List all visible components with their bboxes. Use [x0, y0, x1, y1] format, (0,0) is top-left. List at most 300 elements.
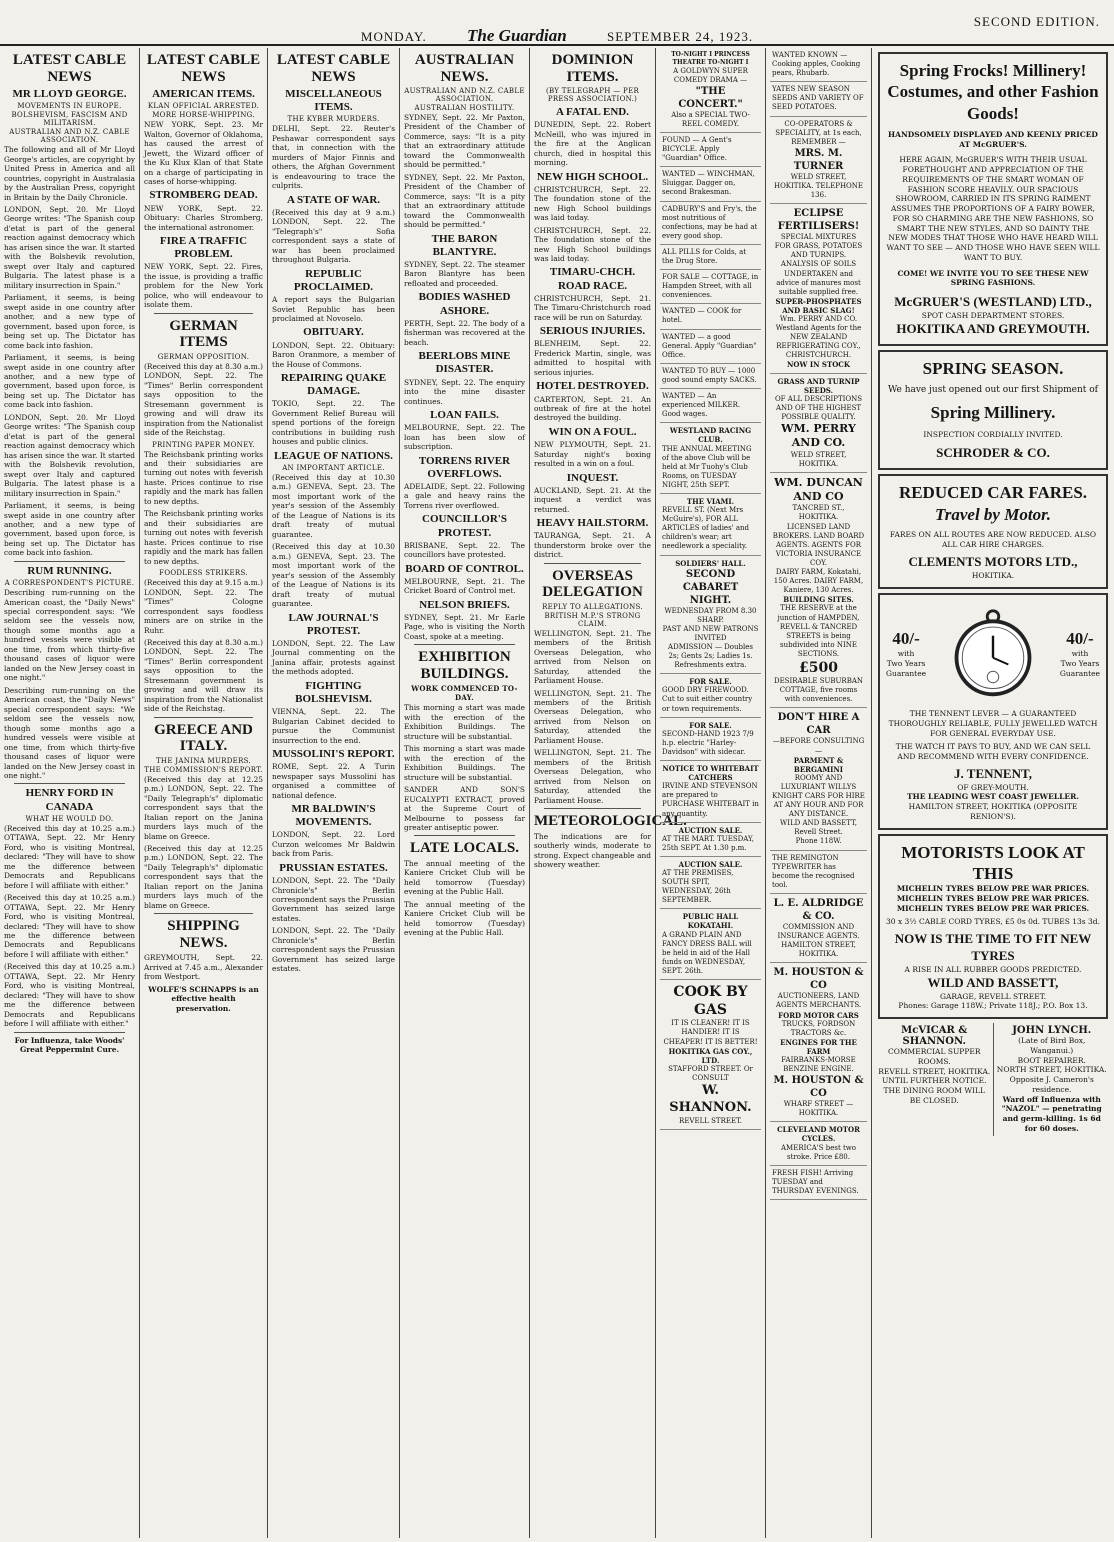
col3-para: LONDON, Sept. 22. Lord Curzon welcomes Mr Baldwin back from Paris. [272, 830, 395, 859]
col5-para: WELLINGTON, Sept. 21. The members of the British Overseas Delegation, who arrived from Nelson on Saturday, attended the Parliament House. [534, 688, 651, 745]
advert-body: GARAGE, REVELL STREET. [939, 991, 1047, 1001]
classified: THE REMINGTON TYPEWRITER has become the recognised tool. [770, 851, 867, 894]
notice-title: FOR SALE. [689, 720, 732, 730]
advert-body: We have just opened out our first Shipment of [887, 384, 1099, 395]
gas-headline: COOK BY GAS [673, 984, 748, 1019]
col3-heading-mussolini: MUSSOLINI'S REPORT. [272, 748, 395, 760]
col5-heading-hail: HEAVY HAILSTORM. [536, 517, 649, 530]
col5-para: WELLINGTON, Sept. 21. The members of the British Overseas Delegation, who arrived from Nelson on Saturday, attended the Parliament House. [534, 628, 651, 686]
advert-body: INSPECTION CORDIALLY INVITED. [923, 429, 1063, 439]
advert-body: FARES ON ALL ROUTES ARE NOW REDUCED. ALSO ALL CAR HIRE CHARGES. [889, 529, 1097, 549]
notice-title: AUCTION SALE. [678, 859, 743, 869]
col1-heading-rum: RUM RUNNING. [27, 564, 112, 577]
col1-advert: For Influenza, take Woods' Great Peppermint Cure. [14, 1035, 125, 1055]
notice-title: WM. DUNCAN AND CO [774, 475, 863, 504]
classified: FOR SALE — COTTAGE, in Hampden Street, with all conveniences. [660, 270, 761, 304]
col4-para: BRISBANE, Sept. 22. The councillors have protested. [404, 540, 525, 560]
col2-advert: WOLFE'S SCHNAPPS is an effective health preservation. [148, 984, 259, 1013]
col4-para: The annual meeting of the Kaniere Cricket Club will be held tomorrow (Tuesday) evening at the Public Hall. [404, 899, 525, 938]
col5-heading-inquest: INQUEST. [566, 471, 619, 484]
price-label: Guarantee [886, 668, 927, 678]
col4-heading-exhibition: EXHIBITION BUILDINGS. [418, 649, 511, 682]
col3-kicker: AN IMPORTANT ARTICLE. [282, 463, 385, 472]
col3-para: VIENNA, Sept. 22. The Bulgarian Cabinet decided to pursue the Communist insurrection to the end. [272, 707, 395, 745]
col3-para: (Received this day at 10.30 a.m.) GENEVA, Sept. 23. The most important work of the year's session of the Assembly of the League of Nations is its draft treaty of mutual guarantee. [272, 472, 395, 539]
notice-body: AT THE MART. TUESDAY, 25th SEPT. At 1.30 p.m. [662, 834, 754, 852]
schroder-advert [878, 350, 1108, 471]
col5-para: CHRISTCHURCH, Sept. 22. The foundation stone of the new High School buildings was laid today. [534, 225, 651, 263]
col5-para: NEW PLYMOUTH, Sept. 21. Saturday night's boxing resulted in a win on a foul. [534, 440, 651, 469]
col2-para: The Reichsbank printing works and their subsidiaries are turning out notes with feverish haste. Prices continue to rise rapidly and the mark has fallen to new depths. [144, 509, 263, 566]
col1-para: (Received this day at 10.25 a.m.) OTTAWA, Sept. 22. Mr Henry Ford, who is visiting Montreal, declared: "They will have to show me the difference between Democrats and Republicans before I will affiliate with either." [4, 823, 135, 890]
col4-para: SYDNEY, Sept. 22. The steamer Baron Blantyre has been refloated and proceeded. [404, 260, 525, 288]
col2-para: NEW YORK, Sept. 23. Mr Walton, Governor of Oklahoma, has caused the arrest of Jewett, the Wizard officer of the Ku Klux Klan of that State on a charge of participating in cases of horse-whipping. [144, 120, 263, 186]
column-8-adverts [872, 48, 1114, 1538]
col4-para: This morning a start was made with the erection of the Exhibition Buildings. The structure will be substantial. [404, 703, 525, 741]
notice-body: SPECIAL MIXTURES FOR GRASS, POTATOES AND TURNIPS. [774, 233, 863, 260]
col5-para: BLENHEIM, Sept. 22. Frederick Martin, single, was admitted to hospital with serious injuries. [534, 339, 651, 377]
col4-heading-councillor: COUNCILLOR'S PROTEST. [422, 513, 507, 539]
col4-heading-mine: BEERLOBS MINE DISASTER. [418, 350, 511, 376]
price-label: Two Years [886, 658, 926, 668]
col1-para: The following and all of Mr Lloyd George's articles, are copyright by United Press in America and all countries, copyright in Australasia by the Australian Press, copyright in Britain by the Daily Chronicle. [4, 145, 135, 202]
notice-body: IRVINE AND STEVENSON are prepared to PURCHASE WHITEBAIT in any quantity. [662, 782, 759, 818]
col2-kicker: KLAN OFFICIAL ARRESTED. [147, 102, 260, 111]
divider [14, 1032, 125, 1033]
col1-para: LONDON, Sept. 20. Mr Lloyd George writes: "The Spanish coup d'etat is part of the general reaction against democracy which has arisen since the war. It started with the Bolshevik revolution, swept over Italy and captured Bulgaria. The latest phase is a military insurrection in Spain." [4, 412, 135, 498]
price-text: 40/- [892, 628, 920, 648]
advert-body: THE TENNENT LEVER — A GUARANTEED THOROUGHLY RELIABLE, FULLY JEWELLED WATCH FOR GENERAL EVERYDAY USE. [888, 709, 1098, 738]
col5-para: CHRISTCHURCH, Sept. 22. The foundation stone of the new High School buildings was laid today. [534, 184, 651, 223]
notice-body: DAIRY FARM, Kokatahi, 150 Acres. DAIRY FARM, Kaniere, 130 Acres. [773, 568, 864, 595]
col3-para: (Received this day at 10.30 a.m.) GENEVA, Sept. 23. The most important work of the year's session of the Assembly of the League of Nations is its draft treaty of mutual guarantee. [272, 542, 395, 609]
notice-body: WELD STREET, HOKITIKA. [790, 450, 847, 468]
divider [154, 913, 253, 914]
col2-para: (Received this day at 12.25 p.m.) LONDON, Sept. 22. The "Daily Telegraph's" diplomatic correspondent says that the Italian report on the Janina murders lays much of the blame on Greece. [144, 774, 263, 841]
col5-kicker: REPLY TO ALLEGATIONS. [542, 602, 643, 611]
notice-body: OF ALL DESCRIPTIONS AND OF THE HIGHEST POSSIBLE QUALITY. [774, 394, 863, 421]
tyres-advert [878, 834, 1108, 1019]
col2-kicker: MORE HORSE-WHIPPING. [152, 111, 255, 120]
col1-heading-ford: HENRY FORD IN CANADA [25, 787, 114, 813]
col4-heading-bodies: BODIES WASHED ASHORE. [418, 291, 511, 317]
notice-headline: BUILDING SITES. [783, 595, 854, 605]
col1-para: Parliament, it seems, is being swept aside in one country after another, and a new type of government, based upon force, is being set up. The Dictator has come back into fashion. [4, 501, 135, 558]
col3-para: LONDON, Sept. 22. The "Daily Chronicle's" Berlin correspondent says the Prussian Government has seized large estates. [272, 876, 395, 923]
masthead-paper-title: The Guardian [467, 26, 567, 45]
classified: YATES NEW SEASON SEEDS AND VARIETY OF SEED POTATOES. [770, 82, 867, 116]
notice-title: MRS. M. TURNER [793, 147, 844, 172]
advert-headline: MOTORISTS LOOK AT THIS [901, 842, 1085, 883]
notice-title: AUCTION SALE. [678, 825, 743, 835]
advert-headline: Travel by Motor. [935, 504, 1051, 524]
hall-notice [660, 909, 761, 980]
col2-kicker: THE JANINA MURDERS. [155, 756, 252, 765]
col2-heading-german: GERMAN ITEMS [169, 317, 238, 351]
col1-kicker-2: BOLSHEVISM, FASCISM AND MILITARISM. [11, 111, 128, 128]
classified: ALL PILLS for Colds, at the Drug Store. [660, 245, 761, 270]
advert-headline: Spring Millinery. [930, 403, 1056, 423]
notice-body: Wm. PERRY AND CO. Westland Agents for the NEW ZEALAND REFRIGERATING COY., CHRISTCHURCH. [775, 314, 862, 360]
classified: WANTED — WINCHMAN, Sluiggar. Dagger on, second Brakesman. [660, 167, 761, 201]
notice-title: PUBLIC HALL KOKATAHI. [682, 912, 739, 931]
col5-tele: (BY TELEGRAPH — PER PRESS ASSOCIATION.) [545, 87, 640, 103]
col5-para: The indications are for southerly winds, moderate to strong. Expect changeable and showery weather. [534, 831, 651, 870]
col3-para: (Received this day at 9 a.m.) LONDON, Sept. 22. The "Telegraph's" Sofia correspondent says a state of war has been proclaimed throughout Bulgaria. [272, 207, 395, 265]
whitebait-notice [660, 761, 761, 823]
col4-para: SYDNEY, Sept. 21. Mr Earle Page, who is visiting the North Coast, spoke at a meeting. [404, 612, 525, 641]
col1-kicker: MOVEMENTS IN EUROPE. [17, 102, 122, 111]
advert-body: (Late of Bird Box, Wanganui.) [1018, 1036, 1086, 1055]
col1-subheading: MR LLOYD GEORGE. [12, 88, 127, 100]
car-hire-advert [770, 708, 867, 850]
viami-notice [660, 494, 761, 556]
col3-heading-prussian: PRUSSIAN ESTATES. [279, 861, 388, 874]
col2-para: NEW YORK, Sept. 22. Fires, the issue, is providing a traffic problem for the New York police, who will endeavour to isolate them. [144, 262, 263, 310]
notice-title: FOR SALE. [689, 677, 732, 687]
col3-para: DELHI, Sept. 22. Reuter's Peshawar correspondent says that, in connection with the murders of Major Finnis and others, the Afghan Government is endeavouring to trace the culprits. [272, 124, 395, 191]
pocket-watch-icon [945, 605, 1041, 701]
advert-body: 30 x 3½ CABLE CORD TYRES, £5 0s 0d. TUBES 13s 3d. [886, 917, 1100, 927]
masthead [0, 26, 1114, 46]
advert-body: HERE AGAIN, McGRUER'S WITH THEIR USUAL FORETHOUGHT AND APPRECIATION OF THE REQUIREMENTS OF THE SMART WOMAN OF FASHION SCORE HEAVILY. OUR SPACIOUS SHOWROOM, CARRIED IN ITS SPRING RAIMENT ASSUMES THE PROPORTIONS OF A FAIRY BOWER, FOR SO CHARMING ARE THE NEW FASHIONS, SO SMART THE NEW STYLES, AND SO DAINTY THE NEW MODES THAT THOSE WHO HAVE HEARD WILL WANT TO SEE — AND THOSE WHO HAVE SEEN WILL WANT TO BUY. [886, 155, 1100, 262]
price-label: with [897, 649, 915, 658]
advert-headline: SPRING SEASON. [922, 358, 1064, 378]
price-label: Two Years [1060, 658, 1100, 668]
classified: FRESH FISH! Arriving TUESDAY and THURSDAY EVENINGS. [770, 1166, 867, 1200]
notice-body: ANALYSIS OF SOILS UNDERTAKEN and advice of manures most suitable supplied free. [776, 260, 861, 296]
sale-notice [660, 674, 761, 717]
col3-heading-baldwin: MR BALDWIN'S MOVEMENTS. [291, 803, 376, 829]
advert-body: REVELL STREET, HOKITIKA. [878, 1066, 991, 1076]
classified: WANTED — COOK for hotel. [660, 304, 761, 329]
advert-subhead: HANDSOMELY DISPLAYED AND KEENLY PRICED AT McGRUER'S. [888, 129, 1098, 149]
col5-heading: DOMINION ITEMS. [551, 52, 634, 85]
classified: WANTED KNOWN — Cooking apples, Cooking pears, Rhubarb. [770, 48, 867, 82]
col1-kicker: A CORRESPONDENT'S PICTURE. [4, 579, 135, 588]
advert-company: J. TENNENT, [954, 765, 1032, 781]
column-1 [0, 48, 140, 1538]
col4-heading-blantyre: THE BARON BLANTYRE. [431, 232, 498, 258]
col4-assoc: AUSTRALIAN AND N.Z. CABLE ASSOCIATION. [404, 87, 525, 103]
notice-headline: SUPER-PHOSPHATES AND BASIC SLAG! [775, 296, 862, 315]
col5-para: AUCKLAND, Sept. 21. At the inquest a verdict was returned. [534, 485, 651, 514]
price-text: 40/- [1066, 628, 1094, 648]
price-label: Guarantee [1059, 668, 1100, 678]
col5-heading-overseas: OVERSEAS DELEGATION [542, 567, 643, 601]
column-6 [656, 48, 766, 1538]
masthead-date: SEPTEMBER 24, 1923. [606, 29, 754, 44]
houston-advert [770, 963, 867, 1122]
classified: CADBURY'S and Fry's, the most nutritious of confections, may be had at every good shop. [660, 202, 761, 245]
col2-heading-greece: GREECE AND ITALY. [154, 721, 253, 755]
col5-para: DUNEDIN, Sept. 22. Robert McNeill, who was injured in the fire at the Anglican church, died in hospital this morning. [534, 120, 651, 168]
col2-heading-stromberg: STROMBERG DEAD. [149, 189, 258, 202]
divider [154, 313, 253, 314]
advert-body: UNTIL FURTHER NOTICE. THE DINING ROOM WILL BE CLOSED. [881, 1076, 987, 1105]
advert-company: SCHRODER & CO. [936, 445, 1050, 461]
col2-heading-fire: FIRE A TRAFFIC PROBLEM. [159, 235, 248, 261]
col2-para: (Received this day at 12.25 p.m.) LONDON, Sept. 22. The "Daily Telegraph's" diplomatic correspondent says that the Italian report on the Janina murders lays much of the blame on Greece. [144, 844, 263, 910]
col4-para: PERTH, Sept. 22. The body of a fisherman was recovered at the beach. [404, 318, 525, 347]
auction-notice [660, 857, 761, 909]
fertiliser-advert [770, 204, 867, 373]
col1-kicker: WHAT HE WOULD DO. [25, 814, 114, 823]
shannon-name: W. SHANNON. [669, 1083, 752, 1115]
col2-para: The Reichsbank printing works and their subsidiaries are turning out notes with feverish haste. Prices continue to rise rapidly and the mark has fallen to new depths. [144, 449, 263, 506]
notice-body: STAFFORD STREET. Or CONSULT [668, 1064, 753, 1082]
divider [414, 644, 515, 645]
col5-heading-meteorological: METEOROLOGICAL. [534, 813, 687, 830]
tennent-advert [878, 593, 1108, 830]
col2-kicker: THE COMMISSION'S REPORT. [144, 765, 263, 774]
advert-body: HAMILTON STREET, HOKITIKA (OPPOSITE RENION'S). [908, 802, 1078, 821]
advert-body: BOOT REPAIRER. [1017, 1055, 1086, 1065]
col5-kicker: BRITISH M.P.'S STRONG CLAIM. [544, 611, 641, 628]
advert-headline: Spring Frocks! Millinery! Costumes, and other Fashion Goods! [887, 61, 1099, 123]
notice-body: THE ANNUAL MEETING of the above Club will be held at Mr Tuohy's Club Rooms, on TUESDAY NIGHT, 25th SEPT. [662, 444, 752, 489]
col3-para: TOKIO, Sept. 22. The Government Relief Bureau will spend portions of the foreign contributions in building rush houses and public clinics. [272, 399, 395, 447]
divider [414, 835, 515, 836]
notice-body: WELD STREET, HOKITIKA. TELEPHONE 136. [773, 172, 864, 200]
advert-company: JOHN LYNCH. [1012, 1025, 1092, 1037]
col2-kicker: GERMAN OPPOSITION. [157, 352, 250, 361]
col3-para: LONDON, Sept. 22. The Law Journal commenting on the Janina affair, protests against the methods adopted. [272, 638, 395, 677]
notice-body: WEDNESDAY FROM 8.30 SHARP. [664, 606, 757, 624]
col2-para: GREYMOUTH, Sept. 22. Arrived at 7.45 a.m., Alexander from Westport. [144, 953, 263, 982]
col3-para: ROME, Sept. 22. A Turin newspaper says Mussolini has organised a committee of national defence. [272, 762, 395, 800]
masthead-rule [0, 44, 1114, 46]
advert-body: MICHELIN TYRES BELOW PRE WAR PRICES. [896, 903, 1090, 913]
col4-heading-late-locals: LATE LOCALS. [410, 840, 519, 857]
col5-para: CHRISTCHURCH, Sept. 21. The Timaru-Christchurch road race will be run on Saturday. [534, 293, 651, 322]
racing-club-notice [660, 423, 761, 494]
notice-body: FAIRBANKS-MORSE BENZINE ENGINE. [781, 1055, 856, 1074]
col4-heading-nelson: NELSON BRIEFS. [419, 598, 510, 611]
classified: WANTED TO BUY — 1000 good sound empty SACKS. [660, 364, 761, 389]
col3-heading-obituary: OBITUARY. [303, 326, 364, 339]
price-label: with [1071, 649, 1089, 658]
col2-para: (Received this day at 8.30 a.m.) LONDON, Sept. 22. The "Times" Berlin correspondent says opposition to the Stresemann government is growing and will draw its inspiration from the Nationalist side of the Reichstag. [144, 361, 263, 438]
col2-para: NEW YORK, Sept. 22. Obituary: Charles Stromberg, the international astronomer. [144, 203, 263, 232]
watch-row [886, 601, 1100, 705]
col1-para: (Received this day at 10.25 a.m.) OTTAWA, Sept. 22. Mr Henry Ford, who is visiting Montreal, declared: "They will have to show me the difference between Democrats and Republicans before I will affiliate with either." [4, 962, 135, 1029]
col5-heading-foul: WIN ON A FOUL. [548, 425, 637, 438]
notice-headline: ENGINES FOR THE FARM [780, 1037, 857, 1056]
aldridge-advert [770, 894, 867, 963]
perry-advert [770, 374, 867, 473]
col3-para: LONDON, Sept. 22. Obituary: Baron Oranmore, a member of the House of Commons. [272, 340, 395, 369]
notice-body: SECOND-HAND 1923 7/9 h.p. electric "Harley-Davidson" with sidecar. [662, 729, 754, 756]
notice-body: AUCTIONEERS, LAND AGENTS MERCHANTS. [775, 992, 862, 1010]
col5-para: CARTERTON, Sept. 21. An outbreak of fire at the hotel destroyed the building. [534, 394, 651, 423]
col4-heading-loan: LOAN FAILS. [430, 408, 499, 421]
sale-notice [660, 718, 761, 761]
notice-body: ROOMY AND LUXURIANT WILLYS KNIGHT CARS FOR HIRE AT ANY HOUR AND FOR ANY DISTANCE. [772, 773, 865, 819]
col1-heading: LATEST CABLE NEWS [12, 52, 127, 85]
theatre-line: A GOLDWYN SUPER COMEDY DRAMA — [673, 66, 748, 84]
notice-body: TANCRED ST., HOKITIKA. [792, 504, 845, 522]
col4-heading-torrens: TORRENS RIVER OVERFLOWS. [418, 454, 511, 480]
col4-para: ADELAIDE, Sept. 22. Following a gale and heavy rains the Torrens river overflowed. [404, 481, 525, 510]
theatre-ad [660, 48, 761, 133]
notice-body: AT THE PREMISES, SOUTH SPIT, WEDNESDAY, 26th SEPTEMBER. [662, 868, 734, 905]
advert-body: MICHELIN TYRES BELOW PRE WAR PRICES. [896, 893, 1090, 903]
col3-heading-bolshevism: FIGHTING BOLSHEVISM. [295, 679, 372, 705]
col5-heading-injuries: SERIOUS INJURIES. [539, 325, 646, 338]
col5-heading-hotel: HOTEL DESTROYED. [536, 380, 649, 393]
masthead-day: MONDAY. [360, 29, 427, 44]
theatre-line: Also a SPECIAL TWO-REEL COMEDY. [671, 110, 750, 128]
advert-company: CLEMENTS MOTORS LTD., [908, 554, 1078, 570]
col3-heading-war: A STATE OF WAR. [286, 193, 381, 206]
advert-body: Phones: Garage 118W.; Private 118J.; P.O. Box 13. [898, 1001, 1088, 1011]
notice-headline: GRASS AND TURNIP SEEDS. [777, 376, 860, 395]
notice-body: TRUCKS, FORDSON TRACTORS &c. [781, 1019, 856, 1037]
notice-title: M. HOUSTON & CO [773, 967, 864, 992]
col2-heading: LATEST CABLE NEWS [146, 52, 261, 85]
advert-body: THE WATCH IT PAYS TO BUY, AND WE CAN SELL AND RECOMMEND WITH EVERY CONFIDENCE. [895, 742, 1091, 761]
col4-heading-board: BOARD OF CONTROL. [405, 562, 524, 575]
notice-title: WESTLAND RACING CLUB. [669, 426, 752, 445]
col5-heading-school: NEW HIGH SCHOOL. [536, 170, 649, 183]
notice-body: AMERICA'S best two stroke. Price £80. [781, 1143, 856, 1161]
col4-kicker: AUSTRALIAN HOSTILITY. [414, 104, 515, 112]
cabaret-notice [660, 556, 761, 675]
notice-body: LICENSED LAND BROKERS. LAND BOARD AGENTS. AGENTS FOR VICTORIA INSURANCE COY. [772, 522, 865, 567]
clements-advert [878, 474, 1108, 589]
advert-headline: REDUCED CAR FARES. [898, 483, 1088, 503]
notice-title: NOTICE TO WHITEBAIT CATCHERS [662, 764, 759, 783]
column-3 [268, 48, 400, 1538]
advert-body: SPOT CASH DEPARTMENT STORES. [921, 310, 1065, 320]
col3-kicker: THE KYBER MURDERS. [287, 115, 380, 124]
col1-assoc: AUSTRALIAN AND N.Z. CABLE ASSOCIATION. [9, 128, 130, 145]
col4-para: SYDNEY, Sept. 22. The enquiry into the mine disaster continues. [404, 377, 525, 406]
mcvicar-advert [876, 1023, 994, 1136]
notice-body: THE RESERVE at the junction of HAMPDEN, REVELL & TANCRED STREETS is being subdivided into NINE SECTIONS. [777, 604, 860, 658]
advert-body: Ward off Influenza with "NAZOL" — penetrating and germ-killing. 1s 6d for 60 doses. [1001, 1094, 1102, 1133]
notice-body: COMMISSION AND INSURANCE AGENTS. HAMILTON STREET, HOKITIKA. [777, 922, 860, 959]
advert-body: NORTH STREET, HOKITIKA. Opposite J. Cameron's residence. [996, 1065, 1107, 1094]
col2-kicker: FOODLESS STRIKERS. [159, 569, 248, 578]
notice-body: CO-OPERATORS & SPECIALITY, at 1s each, REMEMBER — [775, 119, 862, 146]
cycle-advert [770, 1122, 867, 1165]
notice-body: Phone 118W. [795, 837, 842, 846]
column-7 [766, 48, 872, 1538]
advert-subhead: COME! WE INVITE YOU TO SEE THESE NEW SPRING FASHIONS. [897, 268, 1089, 288]
advert-company: HOKITIKA AND GREYMOUTH. [896, 320, 1090, 336]
notice-body: A GRAND PLAIN AND FANCY DRESS BALL will be held in aid of the Hall funds on WEDNESDAY, SEPT. 26th. [662, 930, 752, 975]
col4-kicker: WORK COMMENCED TO-DAY. [411, 684, 518, 703]
advert-body: A RISE IN ALL RUBBER GOODS PREDICTED. [904, 964, 1082, 974]
notice-body: WILD AND BASSETT, Revell Street. [780, 819, 857, 837]
col2-heading-shipping: SHIPPING NEWS. [167, 918, 240, 951]
col2-para: (Received this day at 8.30 a.m.) LONDON, Sept. 22. The "Times" Berlin correspondent says opposition to the Stresemann government is growing and will draw its inspiration from the Nationalist side of the Reichstag. [144, 637, 263, 714]
col3-heading-quake: REPAIRING QUAKE DAMAGE. [280, 372, 387, 398]
bottom-adverts [876, 1023, 1110, 1136]
notice-title: DON'T HIRE A CAR [777, 712, 860, 737]
classified: FOUND — A Gent's BICYCLE. Apply "Guardian" Office. [660, 133, 761, 167]
col1-para: Describing rum-running on the American coast, the "Daily News" special correspondent says: "We seldom see the vessels now, though some months ago a hundred vessels were visible at one time, from which thirty-five thousand cases of liquor were landed on the New Jersey coast in one night." [4, 588, 135, 683]
lynch-advert [994, 1023, 1111, 1136]
notice-body: IT IS CLEANER! IT IS HANDIER! IT IS CHEAPER! IT IS BETTER! [663, 1019, 758, 1046]
advert-company: McVICAR & SHANNON. [901, 1025, 968, 1048]
price-figure: £500 [799, 659, 838, 676]
theatre-title: TO-NIGHT I PRINCESS THEATRE TO-NIGHT I [671, 51, 750, 66]
col3-para: LONDON, Sept. 22. The "Daily Chronicle's" Berlin correspondent says the Prussian Government has seized large estates. [272, 926, 395, 974]
notice-body: WHARF STREET — HOKITIKA. [783, 1100, 854, 1118]
notice-body: REVELL ST. (Next Mrs McGuire's), FOR ALL ARTICLES of ladies' and children's wear; art needlework a speciality. [662, 506, 749, 551]
col3-para: A report says the Bulgarian Soviet Republic has been proclaimed at Novoselo. [272, 295, 395, 323]
price-right [1060, 628, 1100, 679]
notice-title: WM. PERRY AND CO. [781, 422, 856, 450]
notice-headline: FORD MOTOR CARS [778, 1010, 859, 1020]
col2-kicker: PRINTING PAPER MONEY. [151, 440, 256, 449]
notice-headline: SECOND CABARET NIGHT. [682, 568, 739, 606]
advert-company: WILD AND BASSETT, [927, 974, 1059, 990]
col1-para: LONDON, Sept. 20. Mr Lloyd George writes: "The Spanish coup d'etat is part of the general reaction against democracy which has arisen since the war. It started with the Bolshevik revolution, swept over Italy and captured Bulgaria. The latest phase is a military insurrection in Spain." [4, 205, 135, 290]
notice-headline: NOW IN STOCK [787, 360, 850, 370]
notice-title: L. E. ALDRIDGE & CO. [773, 897, 864, 922]
col1-para: (Received this day at 10.25 a.m.) OTTAWA, Sept. 22. Mr Henry Ford, who is visiting Montreal, declared: "They will have to show me the difference between Democrats and Republicans before I will affiliate with either." [4, 893, 135, 959]
advert-body: MICHELIN TYRES BELOW PRE WAR PRICES. [896, 884, 1090, 894]
notice-title: THE VIAMI. [686, 496, 735, 506]
classified: WANTED — An experienced MILKER. Good wages. [660, 389, 761, 423]
col3-heading-law: LAW JOURNAL'S PROTEST. [288, 611, 379, 637]
col4-advert: SANDER AND SON'S EUCALYPTI EXTRACT, proved at the Supreme Court of Melbourne to possess far greater antiseptic power. [404, 785, 525, 832]
col3-heading: LATEST CABLE NEWS [276, 52, 391, 85]
column-5 [530, 48, 687, 1538]
col5-para: WELLINGTON, Sept. 21. The members of the British Overseas Delegation, who arrived from Nelson on Saturday, attended the Parliament House. [534, 748, 651, 805]
column-4 [400, 48, 530, 1538]
col4-para: MELBOURNE, Sept. 21. The Cricket Board of Control met. [404, 576, 525, 596]
col3-heading-league: LEAGUE OF NATIONS. [274, 449, 393, 462]
advert-company: McGRUER'S (WESTLAND) LTD., [894, 294, 1092, 309]
col4-para: This morning a start was made with the erection of the Exhibition Buildings. The structure will be substantial. [404, 744, 525, 782]
notice-title: HOKITIKA GAS COY., LTD. [668, 1046, 753, 1065]
divider [544, 808, 641, 809]
notice-title: CLEVELAND MOTOR CYCLES. [777, 1125, 860, 1144]
col2-subheading: AMERICAN ITEMS. [152, 88, 255, 100]
duncan-advert [770, 473, 867, 709]
gas-advert [660, 980, 761, 1130]
col1-para: Describing rum-running on the American coast, the "Daily News" special correspondent says: "We seldom see the vessels now, though some months ago a hundred vessels were visible at one time, from which thirty-five thousand cases of liquor were landed on the New Jersey coast in one night." [4, 685, 135, 780]
col4-para: MELBOURNE, Sept. 22. The loan has been slow of subscription. [404, 423, 525, 452]
notice-body: ADMISSION — Doubles 2s; Gents 2s; Ladies 1s. Refreshments extra. [668, 643, 753, 670]
notice-body: —BEFORE CONSULTING— [772, 737, 865, 755]
col1-para: Parliament, it seems, is being swept aside in one country after another, and a new type of government, based upon force, is being set up. The Dictator has come back into fashion. [4, 353, 135, 410]
column-2 [140, 48, 268, 1538]
mcgruers-advert [878, 52, 1108, 346]
price-left [886, 628, 926, 679]
col4-heading: AUSTRALIAN NEWS. [414, 52, 515, 85]
notice-body: PAST AND NEW PATRONS INVITED [662, 624, 759, 642]
notice-body: DESIRABLE SUBURBAN COTTAGE, five rooms with conveniences. [773, 677, 864, 704]
advert-headline: NOW IS THE TIME TO FIT NEW TYRES [894, 931, 1092, 964]
edition-label: SECOND EDITION. [973, 14, 1100, 29]
col5-heading-race: TIMARU-CHCH. ROAD RACE. [549, 266, 636, 292]
divider [14, 783, 125, 784]
col3-heading-republic: REPUBLIC PROCLAIMED. [293, 267, 374, 293]
auction-notice [660, 823, 761, 857]
divider [544, 563, 641, 564]
divider [14, 561, 125, 562]
theatre-feature: "THE CONCERT." [678, 85, 743, 110]
col4-para: The annual meeting of the Kaniere Cricket Club will be held tomorrow (Tuesday) evening at the Public Hall. [404, 858, 525, 897]
col1-para: Parliament, it seems, is being swept aside in one country after another, and a new type of government, based upon force, is being set up. The Dictator has come back into fashion. [4, 293, 135, 350]
col3-subheading: MISCELLANEOUS ITEMS. [285, 88, 382, 114]
